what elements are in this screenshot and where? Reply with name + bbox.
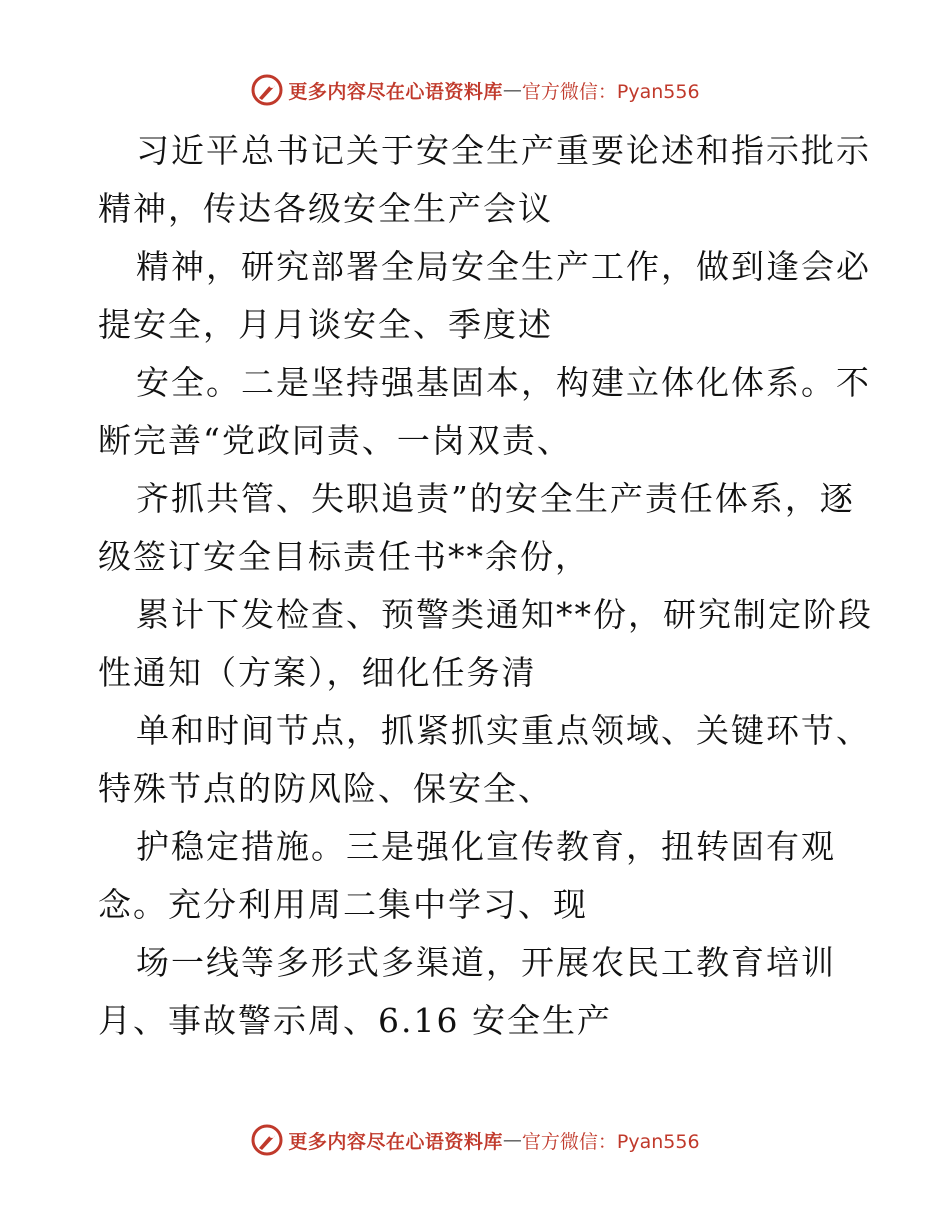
text-line: 护稳定措施。三是强化宣传教育，扭转固有观 xyxy=(136,827,836,866)
watermark-text: 更多内容尽在心语资料库 xyxy=(288,80,503,103)
text-line: 安全。二是坚持强基固本，构建立体化体系。不 xyxy=(136,363,871,402)
document-body xyxy=(98,122,873,1050)
text-line: 特殊节点的防风险、保安全、 xyxy=(98,769,553,808)
watermark-wechat: 官方微信：Pyan556 xyxy=(521,80,700,103)
text-line: 精神，传达各级安全生产会议 xyxy=(98,189,553,228)
header-watermark xyxy=(0,70,950,110)
text-line: 断完善“党政同责、一岗双责、 xyxy=(98,421,572,460)
text-line: 累计下发检查、预警类通知**份，研究制定阶段 xyxy=(136,595,873,634)
footer-watermark xyxy=(0,1120,950,1160)
text-line: 念。充分利用周二集中学习、现 xyxy=(98,885,588,924)
text-line: 习近平总书记关于安全生产重要论述和指示批示 xyxy=(136,131,871,170)
quill-logo-icon xyxy=(250,73,284,107)
text-line: 齐抓共管、失职追责”的安全生产责任体系，逐 xyxy=(136,479,855,518)
watermark-separator: — xyxy=(502,79,522,101)
watermark-separator: — xyxy=(502,1129,522,1151)
watermark-text: 更多内容尽在心语资料库 xyxy=(288,1130,503,1153)
text-line: 级签订安全目标责任书**余份， xyxy=(98,537,590,576)
text-line: 提安全，月月谈安全、季度述 xyxy=(98,305,553,344)
text-line: 月、事故警示周、6.16 安全生产 xyxy=(98,1001,612,1040)
quill-logo-icon xyxy=(250,1123,284,1157)
text-line: 场一线等多形式多渠道，开展农民工教育培训 xyxy=(136,943,836,982)
text-line: 性通知（方案），细化任务清 xyxy=(98,653,537,692)
watermark-wechat: 官方微信：Pyan556 xyxy=(521,1130,700,1153)
text-line: 单和时间节点，抓紧抓实重点领域、关键环节、 xyxy=(136,711,871,750)
text-line: 精神，研究部署全局安全生产工作，做到逢会必 xyxy=(136,247,871,286)
